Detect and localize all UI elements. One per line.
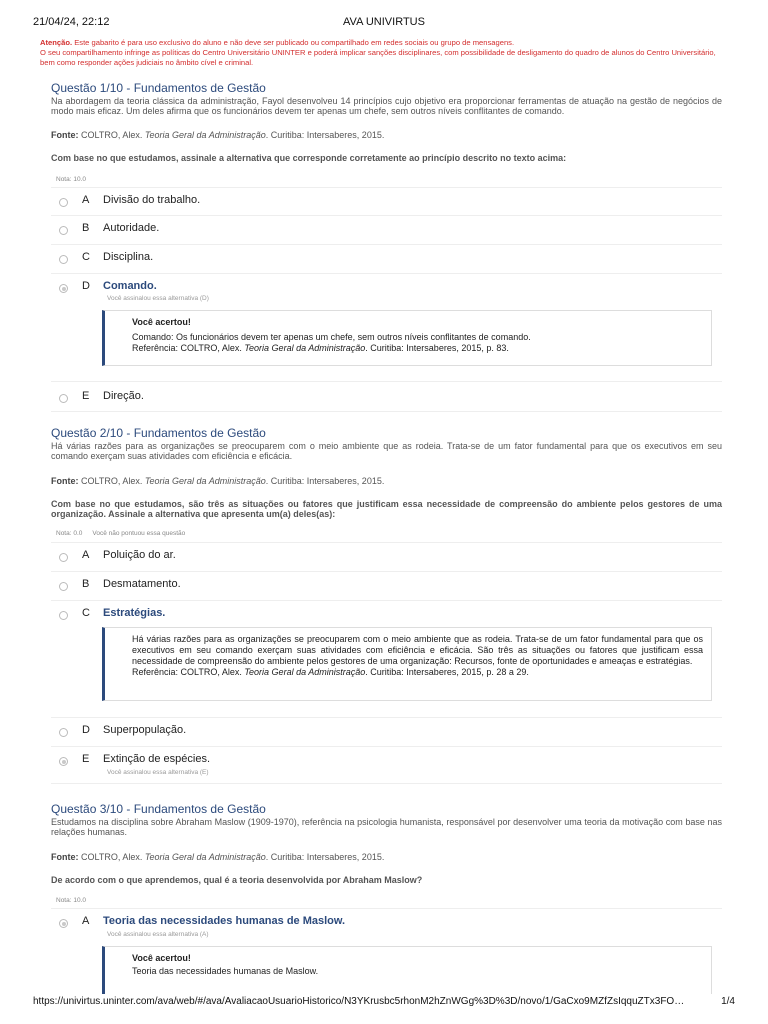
question-2-source [51,476,384,486]
source-rest: . Curitiba: Intersaberes, 2015. [265,852,385,862]
ref-post: . Curitiba: Intersaberes, 2015, p. 28 a 29. [365,667,529,677]
page-title: AVA UNIVIRTUS [343,16,425,28]
radio-icon[interactable] [59,226,68,235]
feedback-reference [132,343,711,354]
feedback-text: Comando: Os funcionários devem ter apenas um chefe, sem outros níveis conflitantes de comando. [132,332,531,342]
question-3-title: Questão 3/10 - Fundamentos de Gestão [51,802,266,816]
option-letter: D [82,280,90,292]
option-text: Poluição do ar. [103,549,176,561]
page-url: https://univirtus.uninter.com/ava/web/#/ava/AvaliacaoUsuarioHistorico/N3YKrusbc5rhonM2hZnWGg%3D%3D/novo/1/GaCxo9MZfZsIqquZTx3FO… [33,996,685,1007]
source-book: Teoria Geral da Administração [144,130,266,140]
radio-selected-icon[interactable] [59,919,68,928]
radio-selected-icon[interactable] [59,757,68,766]
option-e[interactable] [51,381,722,412]
question-2-prompt: Com base no que estudamos, são três as situações ou fatores que justificam essa necessidade de compreensão do ambiente pelos gestores de uma organização. Assinale a alternativa que apresenta um(a) deles(as): [51,499,722,519]
feedback-text: Há várias razões para as organizações se preocuparem com o meio ambiente que as rodeia. Trata-se de um fator fundamental para que os executivos em seu comando exerçam suas atividades com eficiência e eficácia. São três as situações ou fatores que justificam essa necessidade de compreensão do ambiente pelos gestores de uma organização: Recursos, fonte de oportunidades e ameaças e estratégias. [132,634,703,666]
radio-icon[interactable] [59,611,68,620]
radio-icon[interactable] [59,255,68,264]
feedback-box [102,627,712,701]
source-book: Teoria Geral da Administração [144,852,266,862]
feedback-reference [132,667,711,678]
question-2-score [56,530,195,537]
question-3-prompt: De acordo com o que aprendemos, qual é a teoria desenvolvida por Abraham Maslow? [51,875,423,885]
option-text: Autoridade. [103,222,160,234]
ref-pre: Referência: COLTRO, Alex. [132,343,245,353]
ref-book: Teoria Geral da Administração [244,343,366,353]
radio-icon[interactable] [59,728,68,737]
option-text: Disciplina. [103,251,154,263]
question-2-title: Questão 2/10 - Fundamentos de Gestão [51,426,266,440]
option-letter: A [82,194,90,206]
source-rest: . Curitiba: Intersaberes, 2015. [265,476,385,486]
ref-book: Teoria Geral da Administração [244,667,366,677]
option-letter: B [82,578,90,590]
question-2-text: Há várias razões para as organizações se preocuparem com o meio ambiente que as rodeia. Trata-se de um fator fundamental para que os executivos em seu comando exerçam suas atividades com eficiência e eficácia. [51,441,722,461]
option-a[interactable] [51,187,722,216]
radio-icon[interactable] [59,582,68,591]
warning-notice [40,38,730,68]
option-e[interactable] [51,746,722,784]
option-a[interactable] [51,908,722,995]
question-3-score [56,897,96,904]
option-text: Teoria das necessidades humanas de Maslow. [103,915,346,927]
question-1-title: Questão 1/10 - Fundamentos de Gestão [51,81,266,95]
feedback-box [102,946,712,994]
source-rest: . Curitiba: Intersaberes, 2015. [265,130,385,140]
warning-label: Atenção. [40,38,73,47]
page-number: 1/4 [721,996,735,1007]
radio-icon[interactable] [59,198,68,207]
option-text: Estratégias. [103,607,166,619]
option-b[interactable] [51,571,722,601]
option-d[interactable] [51,717,722,747]
question-1-score [56,176,96,183]
print-date: 21/04/24, 22:12 [33,16,110,28]
question-3-source [51,852,384,862]
question-1-source [51,130,384,140]
option-text: Divisão do trabalho. [103,194,201,206]
option-letter: C [82,251,90,263]
selected-note: Você assinalou essa alternativa (A) [107,931,209,938]
source-label: Fonte: [51,852,79,862]
option-c[interactable] [51,600,722,718]
option-text: Superpopulação. [103,724,187,736]
score-text: Nota: 10.0 [56,897,86,904]
source-book: Teoria Geral da Administração [144,476,266,486]
feedback-box [102,310,712,366]
option-text: Extinção de espécies. [103,753,211,765]
option-letter: A [82,915,90,927]
question-3-text: Estudamos na disciplina sobre Abraham Maslow (1909-1970), referência na psicologia humanista, responsável por desenvolver uma teoria da motivação com base nas relações humanas. [51,817,722,837]
ref-post: . Curitiba: Intersaberes, 2015, p. 83. [365,343,509,353]
source-author: COLTRO, Alex. [78,476,145,486]
source-author: COLTRO, Alex. [78,852,145,862]
feedback-correct: Você acertou! [132,317,191,327]
warning-line-2: O seu compartilhamento infringe as políticas do Centro Universitário UNINTER e poderá implicar sanções disciplinares, com possibilidade de desligamento do quadro de alunos do Centro Universitário, bem como responder ações judiciais no âmbito cível e criminal. [40,48,716,67]
option-letter: B [82,222,90,234]
feedback-correct: Você acertou! [132,953,191,963]
source-label: Fonte: [51,476,79,486]
radio-icon[interactable] [59,553,68,562]
source-label: Fonte: [51,130,79,140]
option-letter: A [82,549,90,561]
option-text: Desmatamento. [103,578,181,590]
option-letter: C [82,607,90,619]
score-note: Você não pontuou essa questão [92,530,186,537]
option-letter: E [82,390,90,402]
ref-pre: Referência: COLTRO, Alex. [132,667,245,677]
option-text: Comando. [103,280,157,292]
option-d[interactable] [51,273,722,382]
score-text: Nota: 0.0 [56,530,83,537]
selected-note: Você assinalou essa alternativa (E) [107,769,209,776]
question-1-prompt: Com base no que estudamos, assinale a alternativa que corresponde corretamente ao princípio descrito no texto acima: [51,153,567,163]
source-author: COLTRO, Alex. [78,130,145,140]
option-c[interactable] [51,244,722,274]
question-1-text: Na abordagem da teoria clássica da administração, Fayol desenvolveu 14 princípios cujo objetivo era proporcionar ferramentas de atuação na gestão de negócios de modo mais eficaz. Um deles afirma que os funcionários devem ter apenas um chefe, sem outros níveis conflitantes de comando. [51,96,722,116]
option-letter: E [82,753,90,765]
radio-selected-icon[interactable] [59,284,68,293]
warning-line-1: Este gabarito é para uso exclusivo do aluno e não deve ser publicado ou compartilhado em redes sociais ou grupo de mensagens. [74,38,515,47]
selected-note: Você assinalou essa alternativa (D) [107,295,209,302]
option-a[interactable] [51,542,722,572]
option-b[interactable] [51,215,722,245]
radio-icon[interactable] [59,394,68,403]
score-text: Nota: 10.0 [56,176,86,183]
feedback-text: Teoria das necessidades humanas de Maslow. [132,966,319,976]
option-letter: D [82,724,90,736]
option-text: Direção. [103,390,144,402]
